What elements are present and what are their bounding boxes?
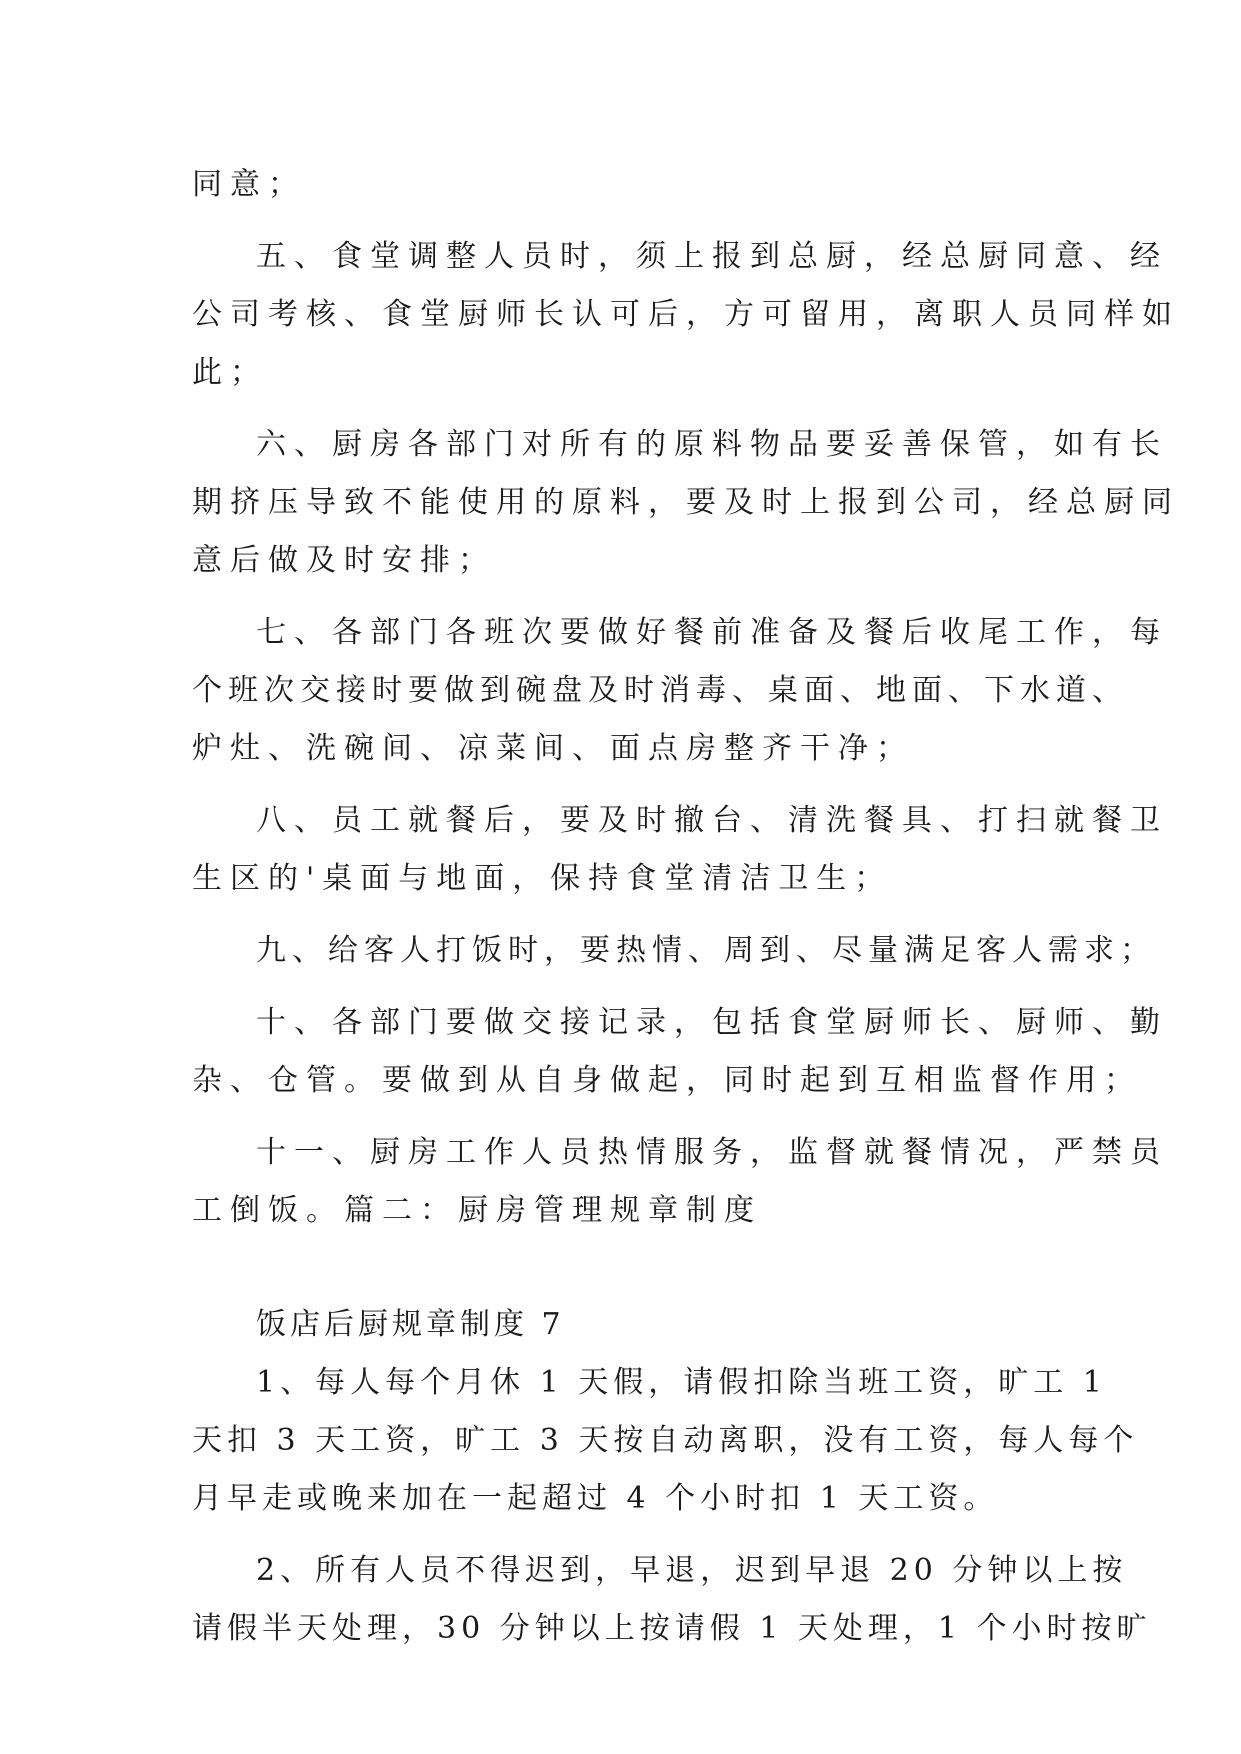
document-body	[192, 156, 1180, 1658]
paragraph-line: 工倒饭。篇二：厨房管理规章制度	[192, 1193, 762, 1228]
rule-line: 月早走或晚来加在一起超过 4 个小时扣 1 天工资。	[192, 1481, 999, 1516]
paragraph-line: 六、厨房各部门对所有的原料物品要妥善保管，如有长	[256, 427, 1168, 462]
paragraph	[192, 994, 1168, 1110]
section-title: 饭店后厨规章制度 7	[256, 1307, 565, 1342]
paragraph	[192, 1124, 1168, 1240]
paragraph-line: 公司考核、食堂厨师长认可后，方可留用，离职人员同样如	[192, 297, 1180, 332]
paragraph-line: 炉灶、洗碗间、凉菜间、面点房整齐干净；	[192, 731, 914, 766]
paragraph-line: 八、员工就餐后，要及时撤台、清洗餐具、打扫就餐卫	[256, 803, 1168, 838]
rule-line: 请假半天处理，30 分钟以上按请假 1 天处理，1 个小时按旷	[192, 1611, 1152, 1646]
rule-item	[192, 1542, 1152, 1658]
paragraph	[192, 156, 1052, 214]
paragraph-line: 生区的'桌面与地面，保持食堂清洁卫生；	[192, 861, 893, 896]
paragraph	[192, 416, 1180, 590]
rule-line: 1、每人每个月休 1 天假，请假扣除当班工资，旷工 1	[256, 1365, 1107, 1400]
paragraph-line: 此；	[192, 355, 268, 390]
paragraph-line: 意后做及时安排；	[192, 543, 496, 578]
paragraph-line: 十、各部门要做交接记录，包括食堂厨师长、厨师、勤	[256, 1005, 1168, 1040]
paragraph-line: 五、食堂调整人员时，须上报到总厨，经总厨同意、经	[256, 239, 1168, 274]
blank-line	[192, 1240, 1052, 1296]
paragraph	[192, 604, 1168, 778]
paragraph	[192, 922, 1156, 980]
paragraph-line: 十一、厨房工作人员热情服务，监督就餐情况，严禁员	[256, 1135, 1168, 1170]
paragraph	[192, 792, 1168, 908]
paragraph-line: 个班次交接时要做到碗盘及时消毒、桌面、地面、下水道、	[192, 673, 1128, 708]
rule-line: 天扣 3 天工资，旷工 3 天按自动离职，没有工资，每人每个	[192, 1423, 1139, 1458]
paragraph-line: 九、给客人打饭时，要热情、周到、尽量满足客人需求；	[256, 933, 1156, 968]
paragraph-line: 七、各部门各班次要做好餐前准备及餐后收尾工作，每	[256, 615, 1168, 650]
paragraph-line: 期挤压导致不能使用的原料，要及时上报到公司，经总厨同	[192, 485, 1180, 520]
paragraph-line: 杂、仓管。要做到从自身做起，同时起到互相监督作用；	[192, 1063, 1142, 1098]
rule-line: 2、所有人员不得迟到，早退，迟到早退 20 分钟以上按	[256, 1553, 1128, 1588]
paragraph	[192, 228, 1180, 402]
rule-item	[192, 1354, 1139, 1528]
paragraph-line: 同意；	[192, 167, 306, 202]
